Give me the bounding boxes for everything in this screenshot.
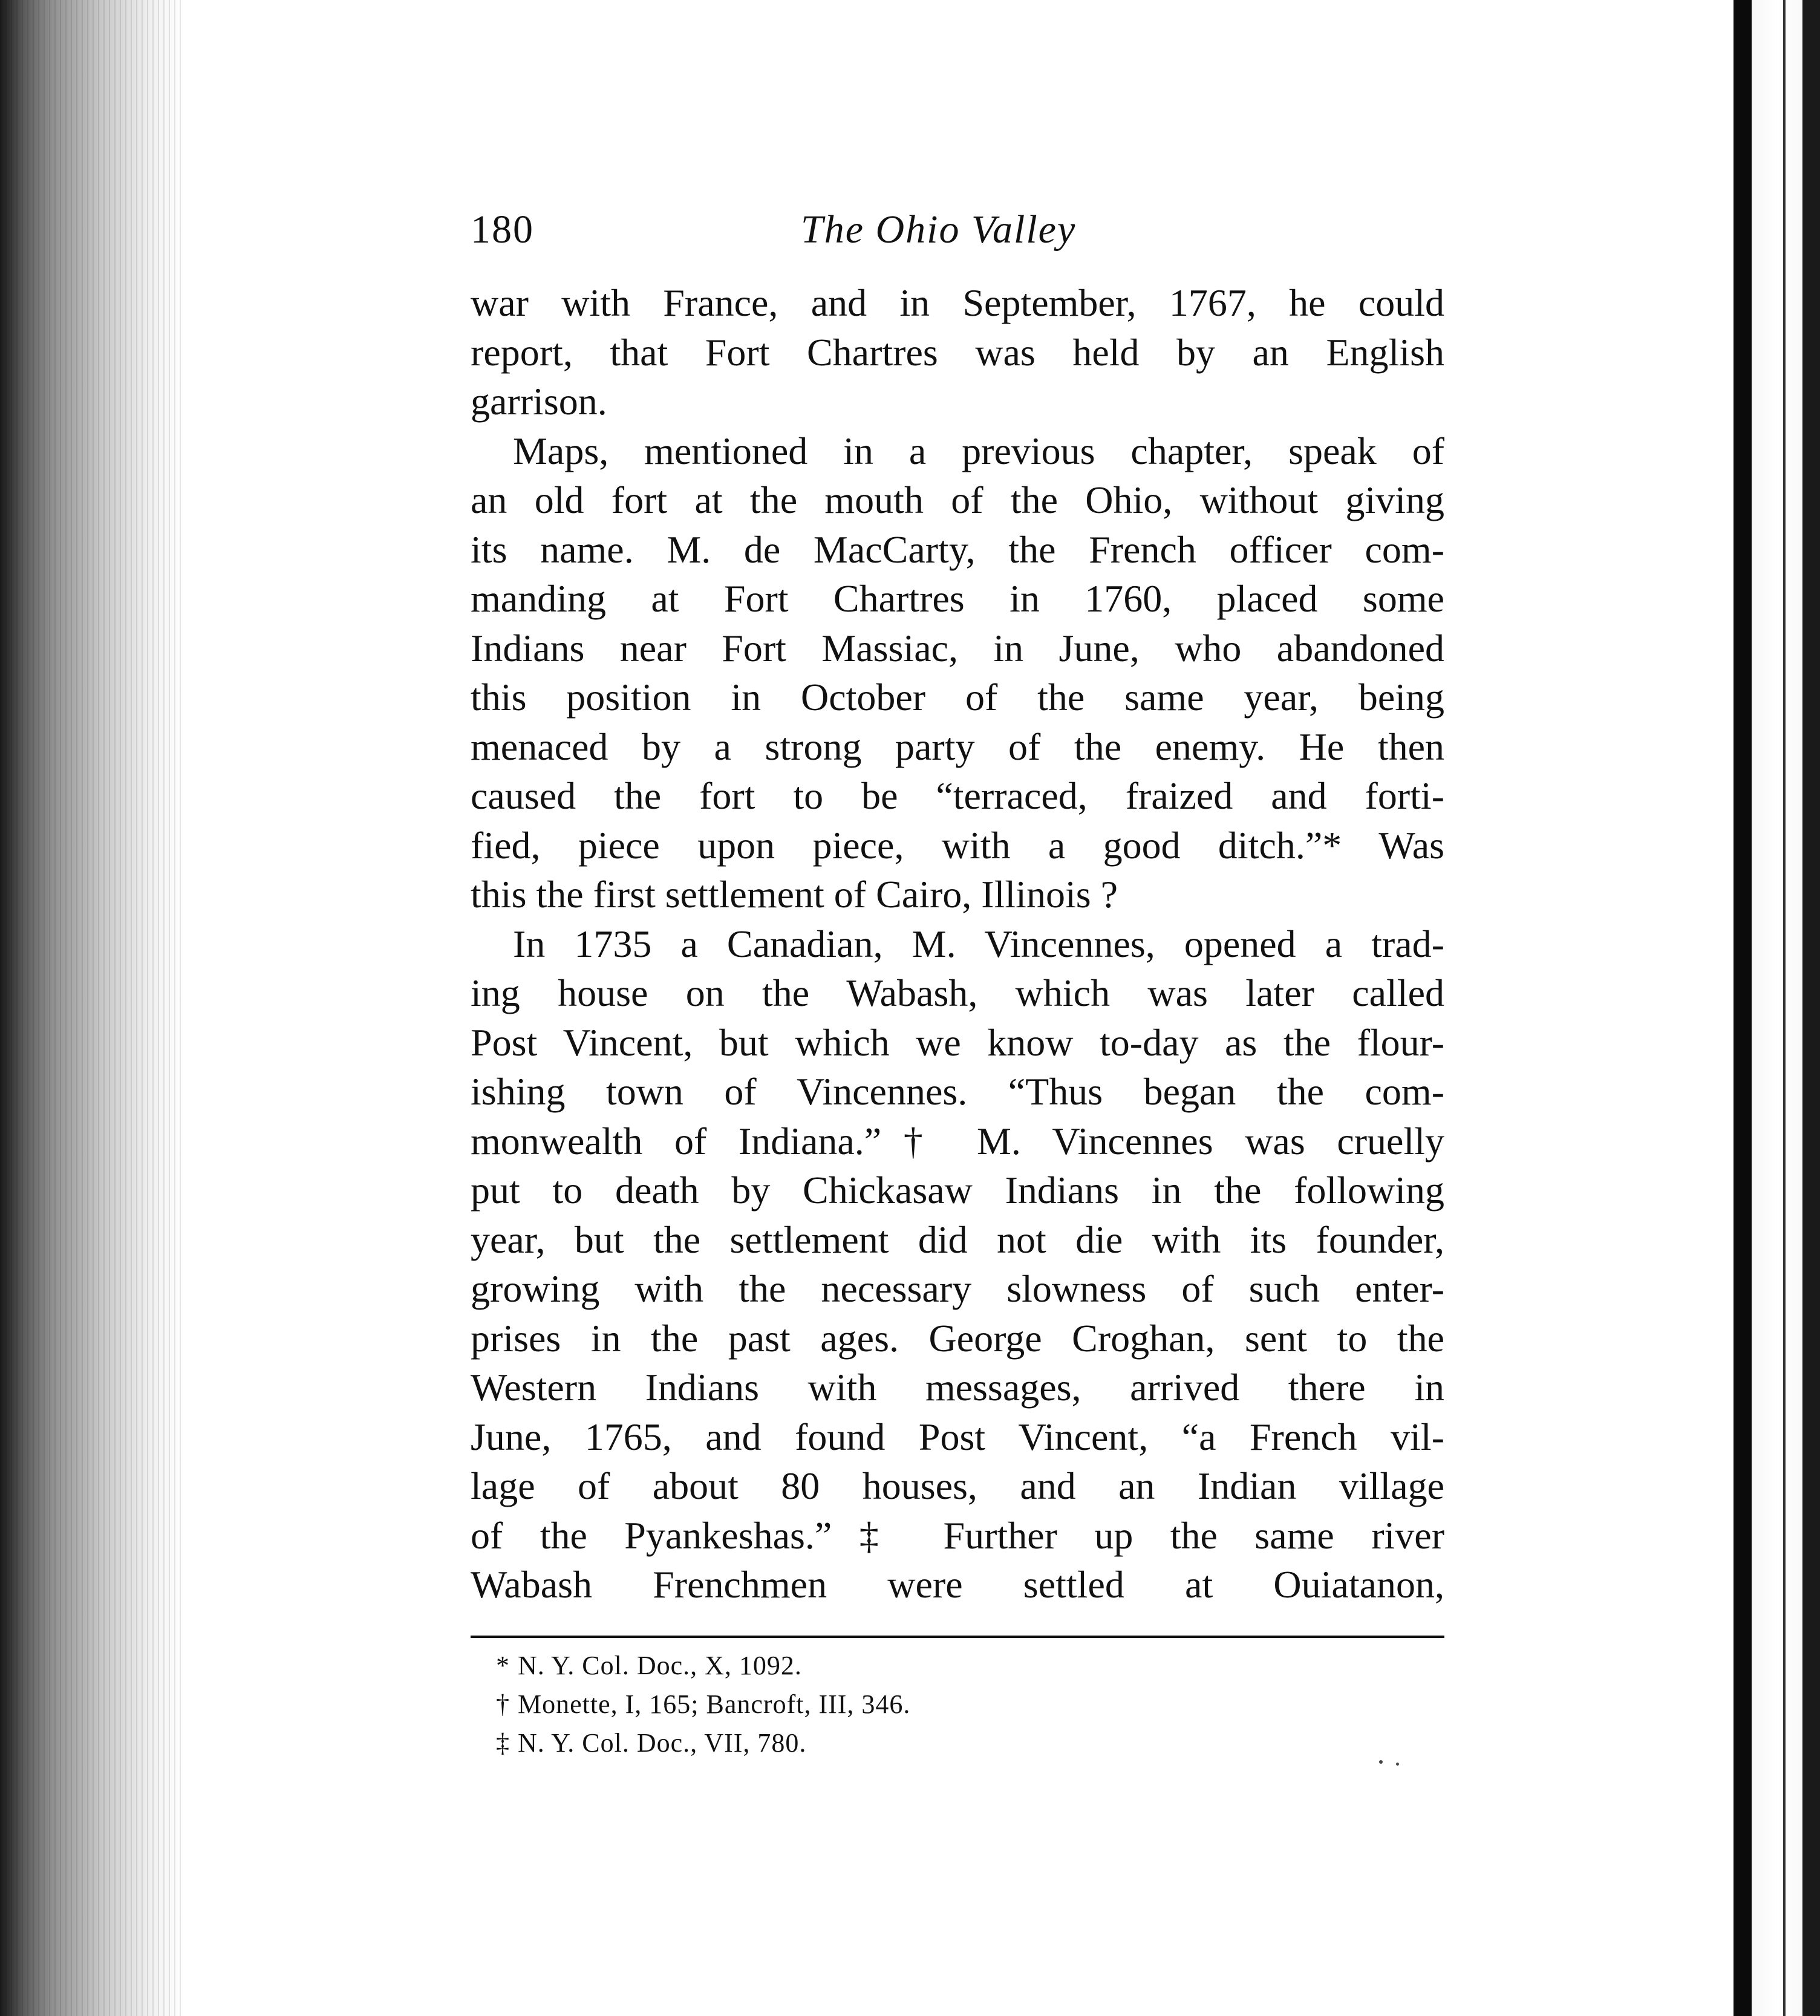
text-line: of the Pyankeshas.”‡ Further up the same river — [471, 1513, 1444, 1557]
footnotes — [496, 1646, 1343, 1763]
text-line: its name. M. de MacCarty, the French officer com- — [471, 527, 1444, 571]
text-line: ing house on the Wabash, which was later called — [471, 971, 1444, 1014]
text-line: this position in October of the same year, being — [471, 676, 1444, 719]
text-line: monwealth of Indiana.”† M. Vincennes was cruelly — [471, 1119, 1444, 1163]
right-margin-dark-edge — [1802, 0, 1820, 2016]
text-line: ishing town of Vincennes. “Thus began the com- — [471, 1070, 1444, 1113]
right-margin-line — [1783, 0, 1786, 2016]
text-line: Western Indians with messages, arrived there in — [471, 1366, 1444, 1409]
paragraph-1 — [471, 278, 1444, 426]
page-number: 180 — [471, 207, 534, 252]
footnote-2 — [496, 1685, 1343, 1724]
text-line: put to death by Chickasaw Indians in the following — [471, 1169, 1444, 1212]
text-line: In 1735 a Canadian, M. Vincennes, opened a trad- — [513, 922, 1444, 965]
text-line: year, but the settlement did not die with its founder, — [471, 1218, 1444, 1261]
text-line: an old fort at the mouth of the Ohio, without giving — [471, 478, 1444, 521]
text-line: Indians near Fort Massiac, in June, who abandoned — [471, 626, 1444, 670]
text-line: Post Vincent, but which we know to-day as the flour- — [471, 1020, 1444, 1064]
text-line: lage of about 80 houses, and an Indian village — [471, 1464, 1444, 1507]
paper-speck — [1379, 1760, 1383, 1764]
paragraph-2 — [471, 426, 1444, 919]
footnote-mark: † — [496, 1689, 510, 1719]
footnote-3 — [496, 1724, 1343, 1763]
paragraph-3 — [471, 919, 1444, 1610]
text-line: June, 1765, and found Post Vincent, “a French vil- — [471, 1415, 1444, 1458]
text-line: Wabash Frenchmen were settled at Ouiatanon, — [471, 1563, 1444, 1606]
text-line: prises in the past ages. George Croghan, sent to the — [471, 1316, 1444, 1360]
footnote-1 — [496, 1646, 1343, 1685]
running-title: The Ohio Valley — [801, 207, 1077, 252]
footnote-mark: * — [496, 1651, 510, 1680]
text-line: caused the fort to be “terraced, fraized and forti- — [471, 774, 1444, 817]
footnote-text: N. Y. Col. Doc., X, 1092. — [518, 1651, 802, 1680]
paper-speck — [1396, 1763, 1399, 1766]
body-text — [471, 278, 1444, 1610]
text-line: growing with the necessary slowness of such enter- — [471, 1267, 1444, 1310]
page-binding-edge — [0, 0, 181, 2016]
text-line: Maps, mentioned in a previous chapter, speak of — [513, 429, 1444, 472]
text-line: menaced by a strong party of the enemy. He then — [471, 725, 1444, 768]
right-page-edge-rule — [1734, 0, 1752, 2016]
footnote-mark: ‡ — [496, 1728, 510, 1758]
text-line: manding at Fort Chartres in 1760, placed some — [471, 577, 1444, 620]
text-line: this the first settlement of Cairo, Illinois ? — [471, 873, 1118, 916]
running-header — [471, 200, 1444, 260]
footnote-divider — [471, 1636, 1444, 1638]
text-line: fied, piece upon piece, with a good ditch.”* Was — [471, 823, 1444, 867]
footnote-text: N. Y. Col. Doc., VII, 780. — [518, 1728, 807, 1758]
text-line: war with France, and in September, 1767, he could — [471, 281, 1444, 324]
text-line: garrison. — [471, 380, 607, 423]
text-line: report, that Fort Chartres was held by an English — [471, 330, 1444, 374]
footnote-text: Monette, I, 165; Bancroft, III, 346. — [518, 1689, 911, 1719]
